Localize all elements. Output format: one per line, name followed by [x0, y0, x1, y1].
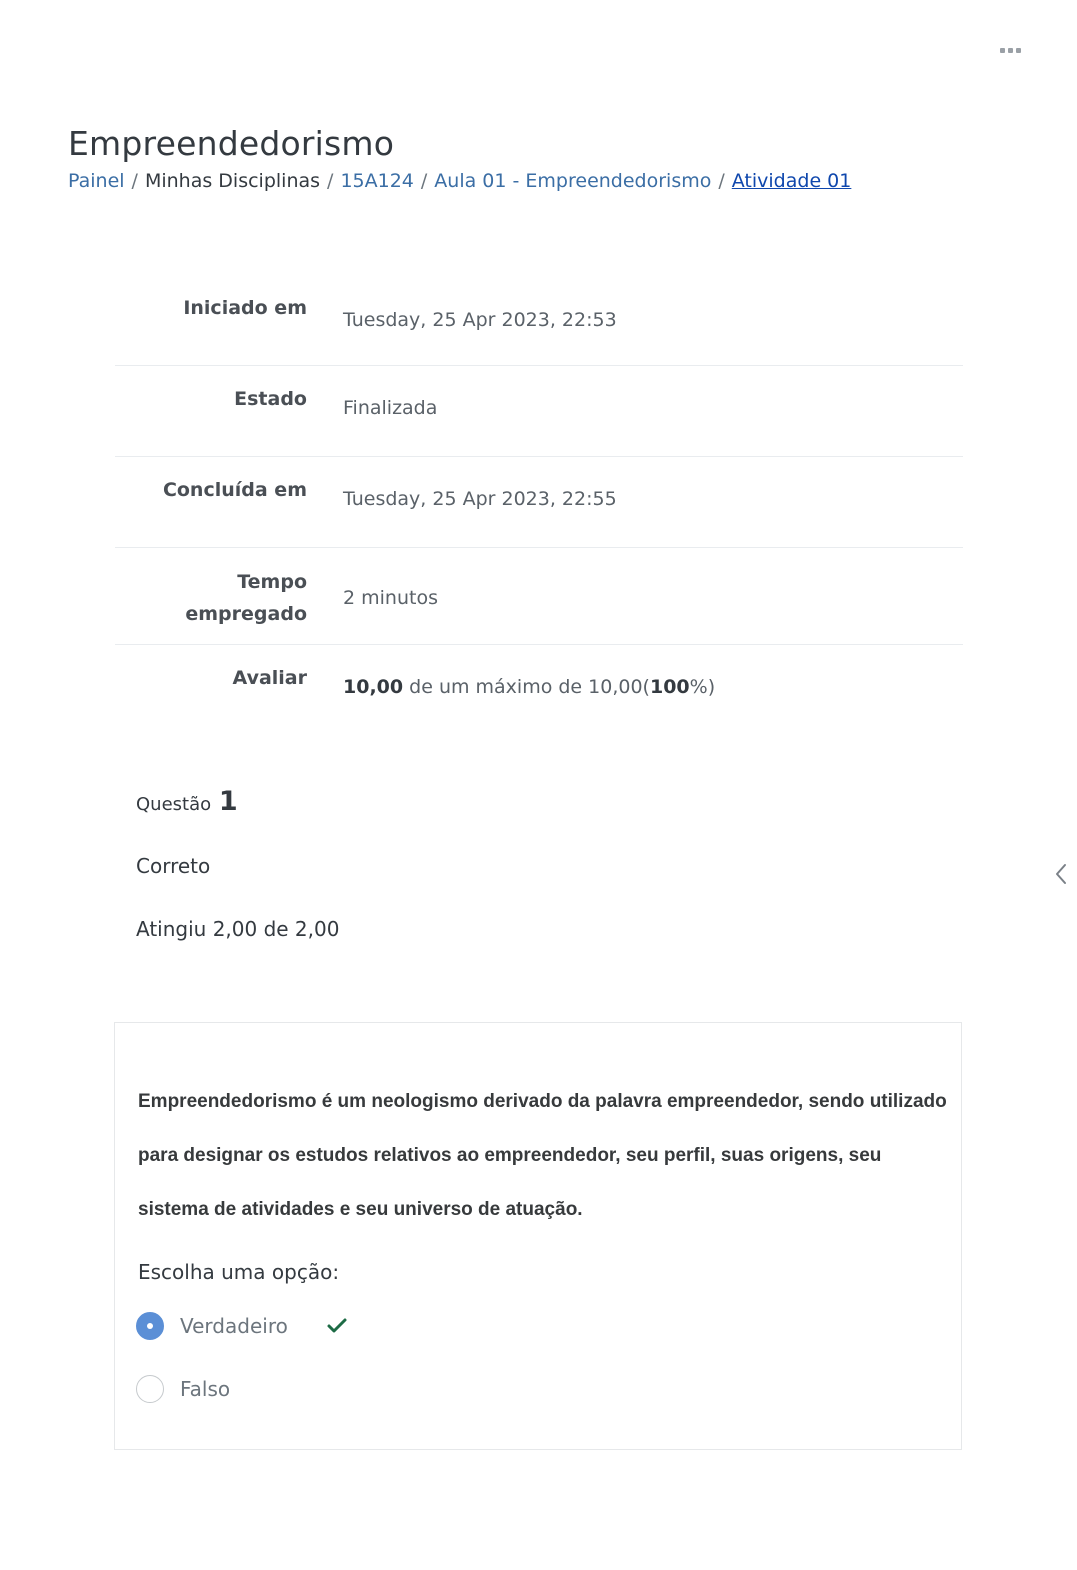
- breadcrumb-course[interactable]: 15A124: [340, 170, 414, 192]
- page-title: Empreendedorismo: [68, 124, 395, 163]
- summary-row-started: [115, 278, 963, 365]
- question-label-text: Questão: [136, 794, 212, 815]
- summary-value: Tuesday, 25 Apr 2023, 22:53: [343, 309, 617, 331]
- more-options-icon[interactable]: [1000, 43, 1024, 57]
- grade-percent: 100: [649, 676, 690, 698]
- option-label: Verdadeiro: [180, 1314, 288, 1338]
- dot: [1008, 48, 1013, 53]
- breadcrumb-lesson[interactable]: Aula 01 - Empreendedorismo: [434, 170, 712, 192]
- summary-label-line1: Tempo: [237, 571, 307, 593]
- summary-label: Estado: [234, 388, 307, 410]
- question-text: Empreendedorismo é um neologismo derivado da palavra empreendedor, sendo utilizado para designar os estudos relativos ao empreendedor, seu perfil, suas origens, seu sistema de atividades e seu universo de atuação.: [138, 1091, 947, 1220]
- summary-row-time: [115, 547, 963, 644]
- summary-label-line2: empregado: [185, 603, 307, 625]
- dot: [1000, 48, 1005, 53]
- summary-label: Avaliar: [232, 667, 307, 689]
- summary-label: Iniciado em: [183, 297, 307, 319]
- question-grade: Atingiu 2,00 de 2,00: [136, 917, 340, 941]
- summary-row-grade: [115, 644, 963, 733]
- summary-value: Finalizada: [343, 397, 438, 419]
- breadcrumb-activity[interactable]: Atividade 01: [731, 170, 852, 192]
- radio-button-checked[interactable]: [136, 1312, 164, 1340]
- summary-label: [115, 548, 323, 644]
- question-number: [136, 786, 238, 817]
- attempt-summary: [115, 278, 963, 733]
- grade-end: %): [689, 676, 716, 698]
- breadcrumb-painel[interactable]: Painel: [68, 170, 125, 192]
- answer-option-falso[interactable]: [136, 1375, 230, 1403]
- summary-label: Concluída em: [162, 479, 307, 501]
- grade-score: 10,00: [343, 676, 404, 698]
- question-content: [114, 1022, 962, 1450]
- summary-value: Tuesday, 25 Apr 2023, 22:55: [343, 488, 617, 510]
- summary-row-state: [115, 365, 963, 456]
- breadcrumb-separator: /: [131, 170, 138, 192]
- summary-value: 2 minutos: [343, 587, 438, 609]
- question-state: Correto: [136, 854, 211, 878]
- chevron-left-icon[interactable]: [1052, 862, 1070, 886]
- question-label: [136, 786, 238, 817]
- summary-row-completed: [115, 456, 963, 547]
- check-icon: [326, 1317, 348, 1335]
- summary-value: [323, 645, 963, 733]
- option-label: Falso: [180, 1377, 231, 1401]
- breadcrumb: [68, 170, 851, 192]
- grade-middle: de um máximo de 10,00(: [403, 676, 650, 698]
- answer-prompt: Escolha uma opção:: [138, 1260, 340, 1284]
- breadcrumb-separator: /: [420, 170, 428, 192]
- breadcrumb-separator: /: [718, 170, 725, 192]
- breadcrumb-minhas-disciplinas: Minhas Disciplinas: [144, 170, 321, 192]
- dot: [1016, 48, 1021, 53]
- radio-button-unchecked[interactable]: [136, 1375, 164, 1403]
- answer-option-verdadeiro[interactable]: [136, 1312, 348, 1340]
- breadcrumb-separator: /: [327, 170, 334, 192]
- question-number-value: 1: [218, 786, 238, 817]
